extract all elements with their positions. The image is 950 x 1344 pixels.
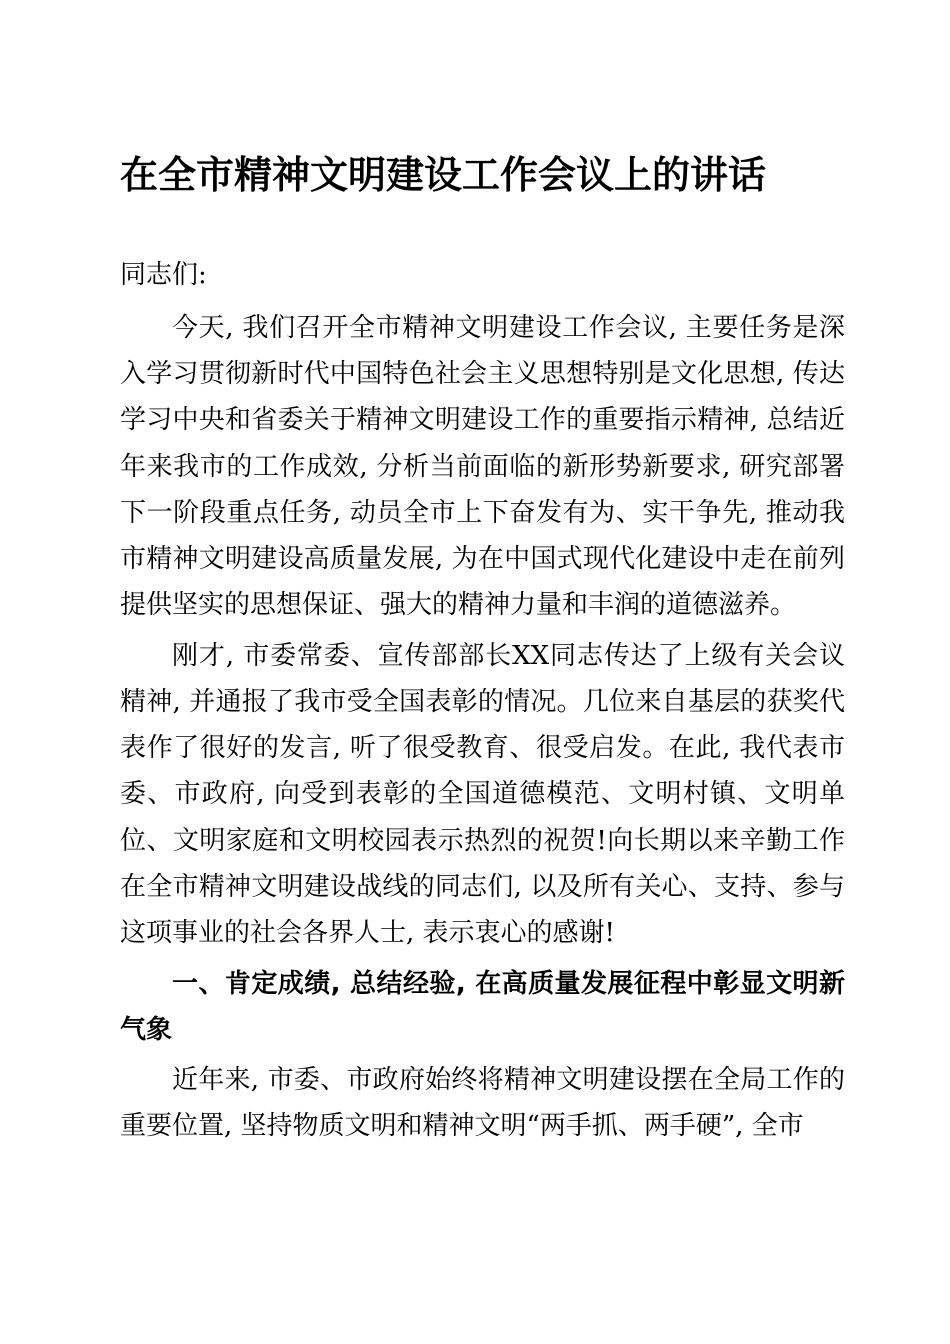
- salutation: 同志们:: [120, 260, 207, 291]
- body-paragraph: 今天, 我们召开全市精神文明建设工作会议, 主要任务是深入学习贯彻新时代中国特色社会主义思想特别是文化思想, 传达学习中央和省委关于精神文明建设工作的重要指示精神, 总结近年来我市的工作成效, 分析当前面临的新形势新要求, 研究部署下一阶段重点任务, 动员全市上下奋发有为、实干争先, 推动我市精神文明建设高质量发展, 为在中国式现代化建设中走在前列提供坚实的思想保证、强大的精神力量和丰润的道德滋养。: [120, 312, 845, 621]
- body-paragraph: 刚才, 市委常委、宣传部部长XX同志传达了上级有关会议精神, 并通报了我市受全国表彰的情况。几位来自基层的获奖代表作了很好的发言, 听了很受教育、很受启发。在此, 我代表市委、市政府, 向受到表彰的全国道德模范、文明村镇、文明单位、文明家庭和文明校园表示热烈的祝贺!向长期以来辛勤工作在全市精神文明建设战线的同志们, 以及所有关心、支持、参与这项事业的社会各界人士, 表示衷心的感谢!: [120, 640, 845, 949]
- section-heading: 一、肯定成绩, 总结经验, 在高质量发展征程中彰显文明新气象: [120, 968, 845, 1045]
- page-title: 在全市精神文明建设工作会议上的讲话: [120, 153, 767, 197]
- body-paragraph: 近年来, 市委、市政府始终将精神文明建设摆在全局工作的重要位置, 坚持物质文明和精神文明“两手抓、两手硬”, 全市: [120, 1065, 845, 1142]
